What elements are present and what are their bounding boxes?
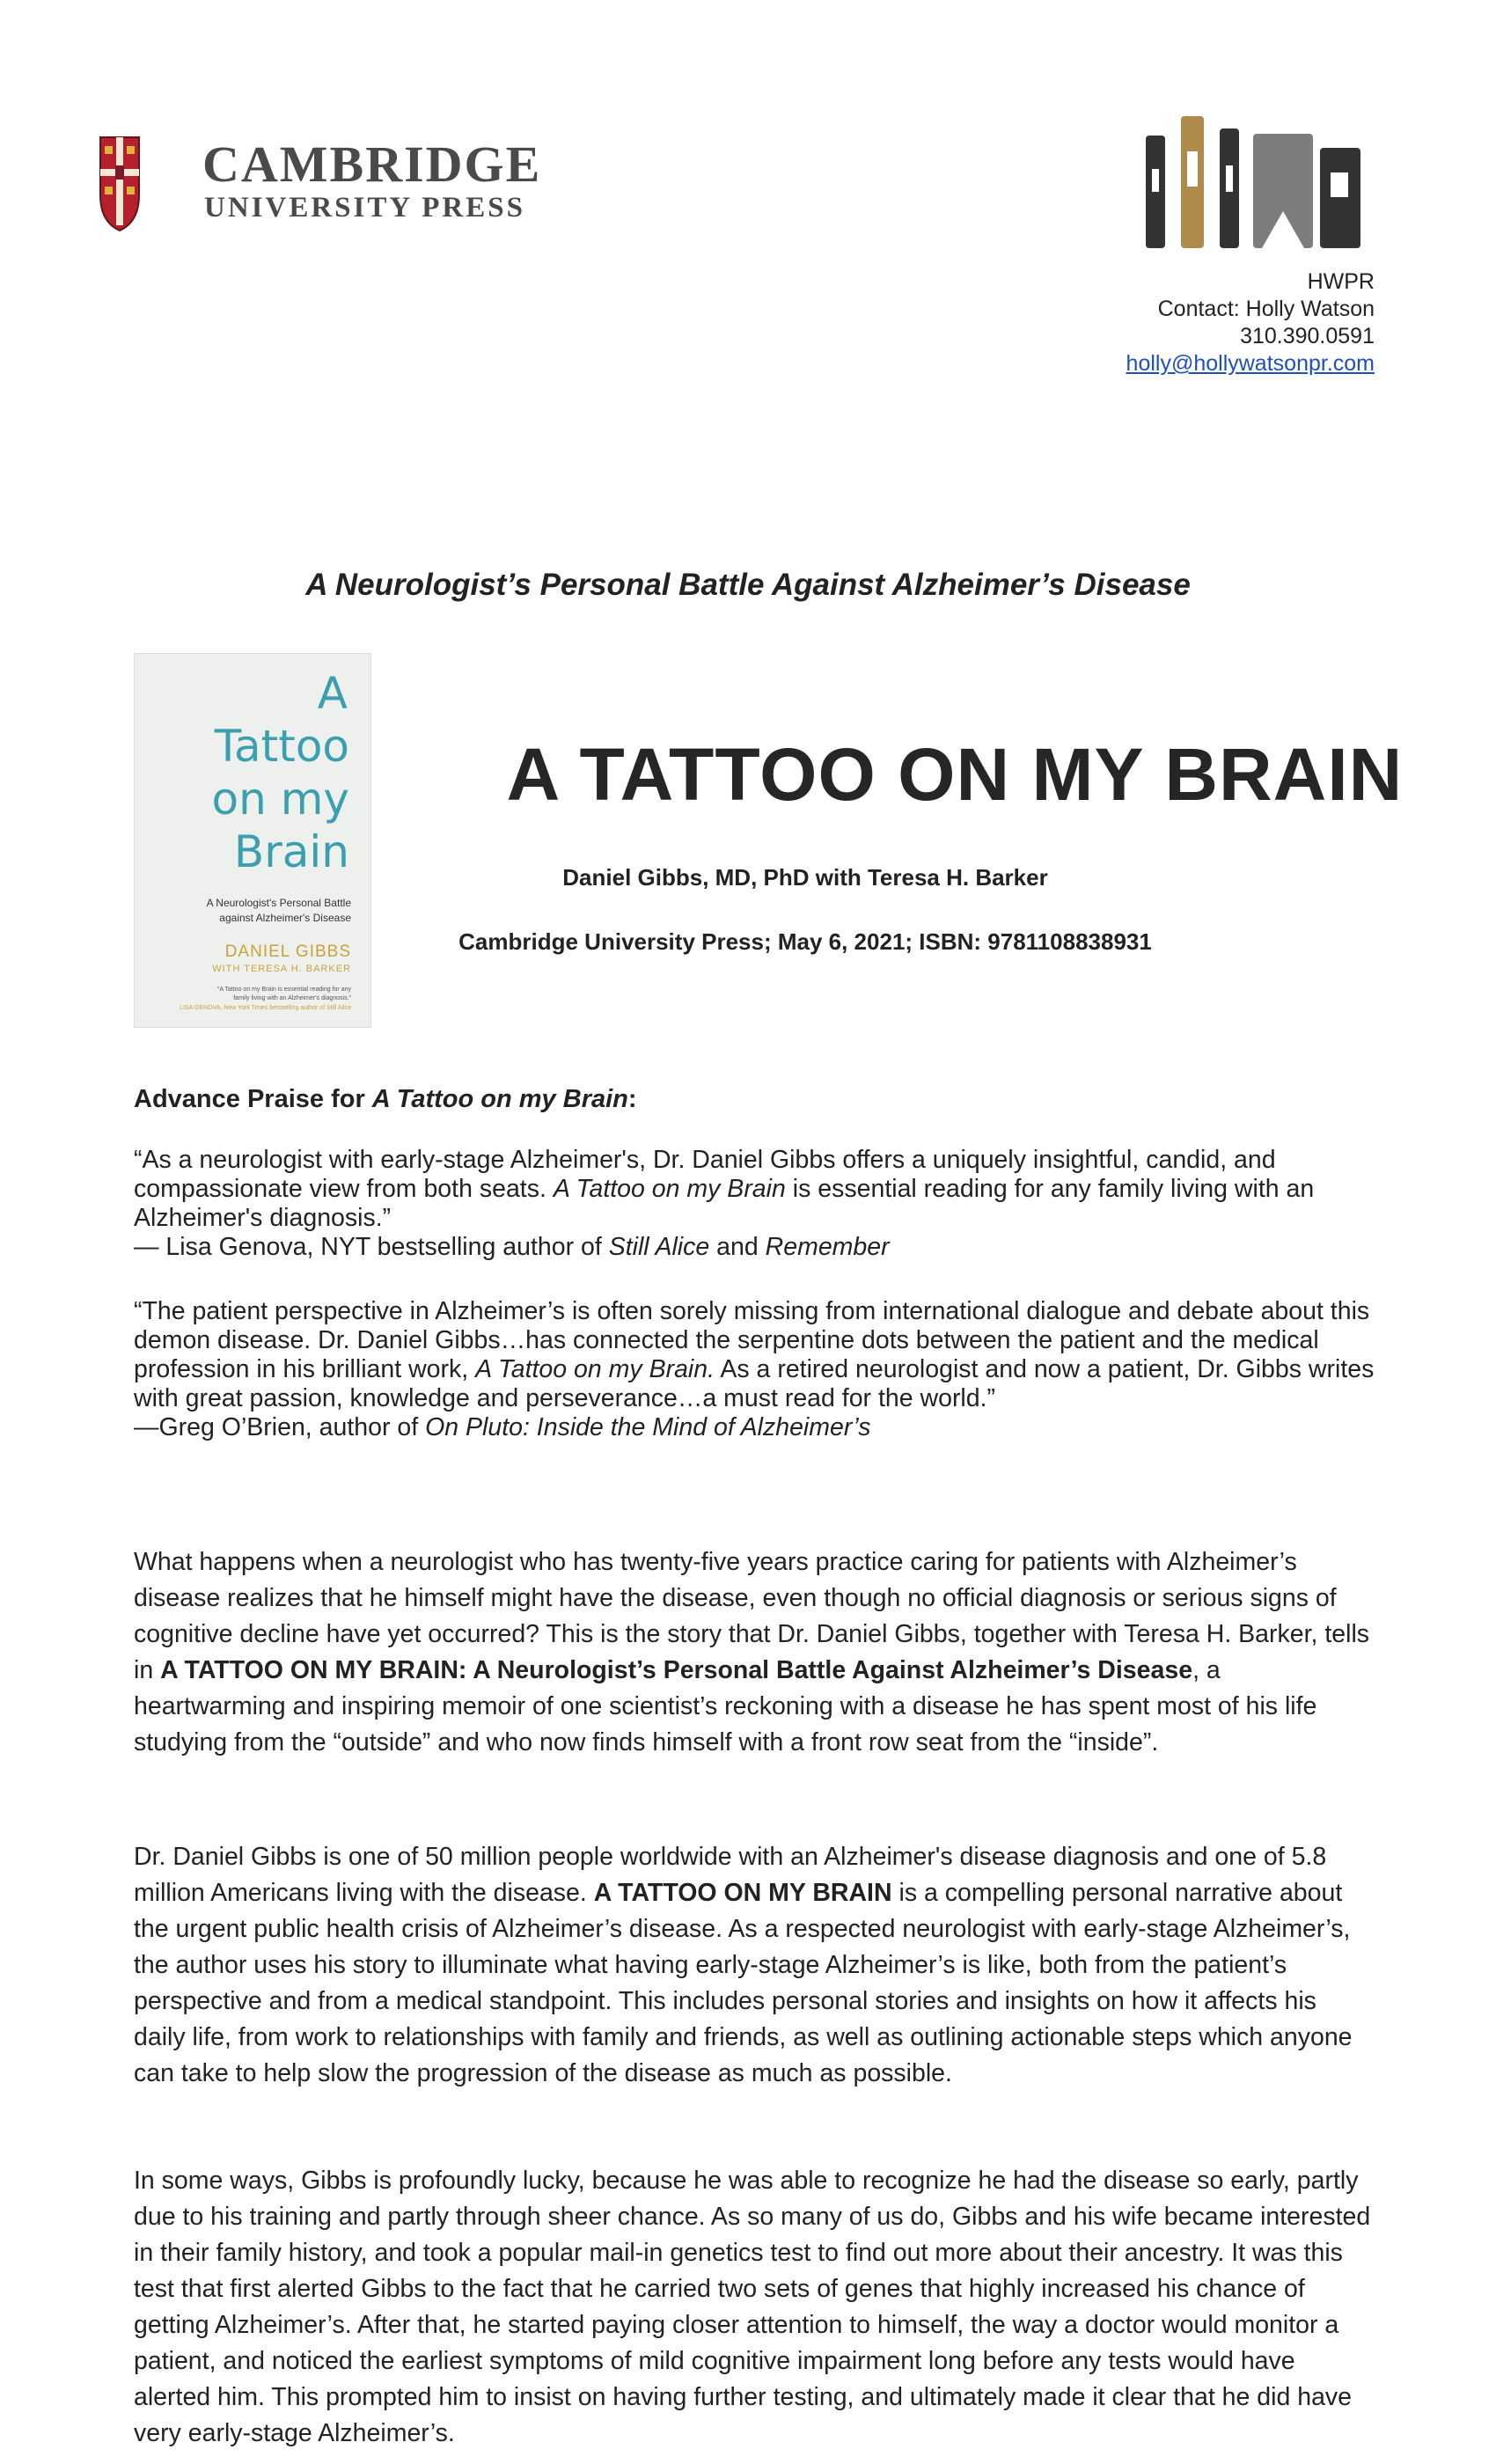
paragraph-2-book-title: A TATTOO ON MY BRAIN <box>593 1879 892 1907</box>
quote-1-text-b: is essential reading for any family living with an Alzheimer's diagnosis.” <box>134 1175 1315 1232</box>
cover-subtitle-1: A Neurologist's Personal Battle <box>206 897 351 909</box>
paragraph-2-text-b: is a compelling personal narrative about the urgent public health crisis of Alzheimer’s disease. As a respected neurologist with early-stage Alzheimer’s, the author uses his story to illuminate what having early-stage Alzheimer’s is like, both from the patient’s perspective and from a medical standpoint. This includes personal stories and insights on how it affects his daily life, from work to relationships with family and friends, as well as outlining actionable steps which anyone can take to help slow the progression of the disease as much as possible. <box>134 1879 1353 2087</box>
quote-2-book-title: A Tattoo on my Brain. <box>475 1355 715 1383</box>
quote-1-book-title: A Tattoo on my Brain <box>553 1175 786 1203</box>
praise-quote-1 <box>134 1146 1375 1262</box>
hwpr-books-logo-icon <box>1144 116 1364 250</box>
praise-quote-2 <box>134 1297 1375 1442</box>
body-paragraph-1 <box>134 1544 1375 1761</box>
logo-word-cambridge: CAMBRIDGE <box>202 136 542 193</box>
cover-title-a: A <box>317 668 348 719</box>
quote-1-attr-and: and <box>709 1233 766 1261</box>
quote-2-text-b: As a retired neurologist and now a patient, Dr. Gibbs writes with great passion, knowledge and perseverance…a must read for the world.” <box>134 1355 1375 1412</box>
book-cover-image <box>134 653 371 1028</box>
book-authors: Daniel Gibbs, MD, PhD with Teresa H. Barker <box>562 864 1048 891</box>
agency-name: HWPR <box>1307 269 1375 294</box>
cover-title-on-my: on my <box>211 774 349 825</box>
cover-title-tattoo: Tattoo <box>214 721 349 772</box>
body-paragraph-2 <box>134 1839 1375 2092</box>
praise-heading <box>134 1085 1375 1114</box>
paragraph-1-text-b: , a heartwarming and inspiring memoir of one scientist’s reckoning with a disease he has spent most of his life studying from the “outside” and who now finds himself with a front row seat from the “inside”. <box>134 1656 1317 1756</box>
paragraph-2-text-a: Dr. Daniel Gibbs is one of 50 million people worldwide with an Alzheimer's disease diagnosis and one of 5.8 million Americans living with the disease. <box>134 1843 1327 1907</box>
cover-subtitle-2: against Alzheimer's Disease <box>219 912 351 924</box>
cover-title-brain: Brain <box>233 826 349 877</box>
quote-2-attr-book: On Pluto: Inside the Mind of Alzheimer’s <box>425 1413 871 1441</box>
publication-info: Cambridge University Press; May 6, 2021; ISBN: 9781108838931 <box>458 928 1152 955</box>
cover-blurb-3: LISA GENOVA, New York Times bestselling author of Still Alice <box>180 1005 351 1011</box>
paragraph-1-book-title: A TATTOO ON MY BRAIN: A Neurologist’s Personal Battle Against Alzheimer’s Disease <box>160 1656 1193 1684</box>
praise-heading-suffix: : <box>627 1085 637 1113</box>
praise-heading-prefix: Advance Praise for <box>134 1085 372 1113</box>
contact-phone: 310.390.0591 <box>1240 324 1375 348</box>
quote-1-attribution: — Lisa Genova, NYT bestselling author of <box>134 1233 609 1261</box>
cambridge-shield-icon <box>99 134 141 232</box>
logo-word-university-press: UNIVERSITY PRESS <box>204 192 525 224</box>
cover-author: DANIEL GIBBS <box>224 942 351 961</box>
body-paragraph-3: In some ways, Gibbs is profoundly lucky, because he was able to recognize he had the disease so early, partly due to his training and partly through sheer chance. As so many of us do, Gibbs and his wife became interested in their family history, and took a popular mail-in genetics test to find out more about their ancestry. It was this test that first alerted Gibbs to the fact that he carried two sets of genes that highly increased his chance of getting Alzheimer’s. After that, he started paying closer attention to himself, the way a doctor would monitor a patient, and noticed the earliest symptoms of mild cognitive impairment long before any tests would have alerted him. This prompted him to insist on having further testing, and ultimately made it clear that he did have very early-stage Alzheimer’s. <box>134 2167 1371 2447</box>
quote-1-attr-book-2: Remember <box>765 1233 890 1261</box>
cover-blurb-1: "A Tattoo on my Brain is essential reading for any <box>216 986 351 993</box>
quote-1-text-a: “As a neurologist with early-stage Alzheimer's, Dr. Daniel Gibbs offers a uniquely insightful, candid, and compassionate view from both seats. <box>134 1146 1276 1203</box>
quote-2-text-a: “The patient perspective in Alzheimer’s is often sorely missing from international dialogue and debate about this demon disease. Dr. Daniel Gibbs…has connected the serpentine dots between the patient and the medical profession in his brilliant work, <box>134 1297 1370 1383</box>
page-subtitle: A Neurologist’s Personal Battle Against Alzheimer’s Disease <box>305 568 1191 602</box>
contact-email-link[interactable]: holly@hollywatsonpr.com <box>1126 351 1375 376</box>
cambridge-university-press-logo <box>99 132 556 234</box>
paragraph-1-text-a: What happens when a neurologist who has twenty-five years practice caring for patients with Alzheimer’s disease realizes that he himself might have the disease, even though no official diagnosis or serious signs of cognitive decline have yet occurred? This is the story that Dr. Daniel Gibbs, together with Teresa H. Barker, tells in <box>134 1548 1370 1684</box>
contact-block <box>1126 268 1375 378</box>
quote-1-attr-book-1: Still Alice <box>608 1233 710 1261</box>
quote-2-attribution: —Greg O’Brien, author of <box>134 1413 426 1441</box>
book-title: A TATTOO ON MY BRAIN <box>506 733 1404 816</box>
cover-blurb-2: family living with an Alzheimer's diagnosis." <box>233 995 351 1001</box>
cover-coauthor: WITH TERESA H. BARKER <box>212 964 351 974</box>
contact-person: Contact: Holly Watson <box>1157 297 1375 321</box>
praise-heading-book: A Tattoo on my Brain <box>371 1085 628 1113</box>
